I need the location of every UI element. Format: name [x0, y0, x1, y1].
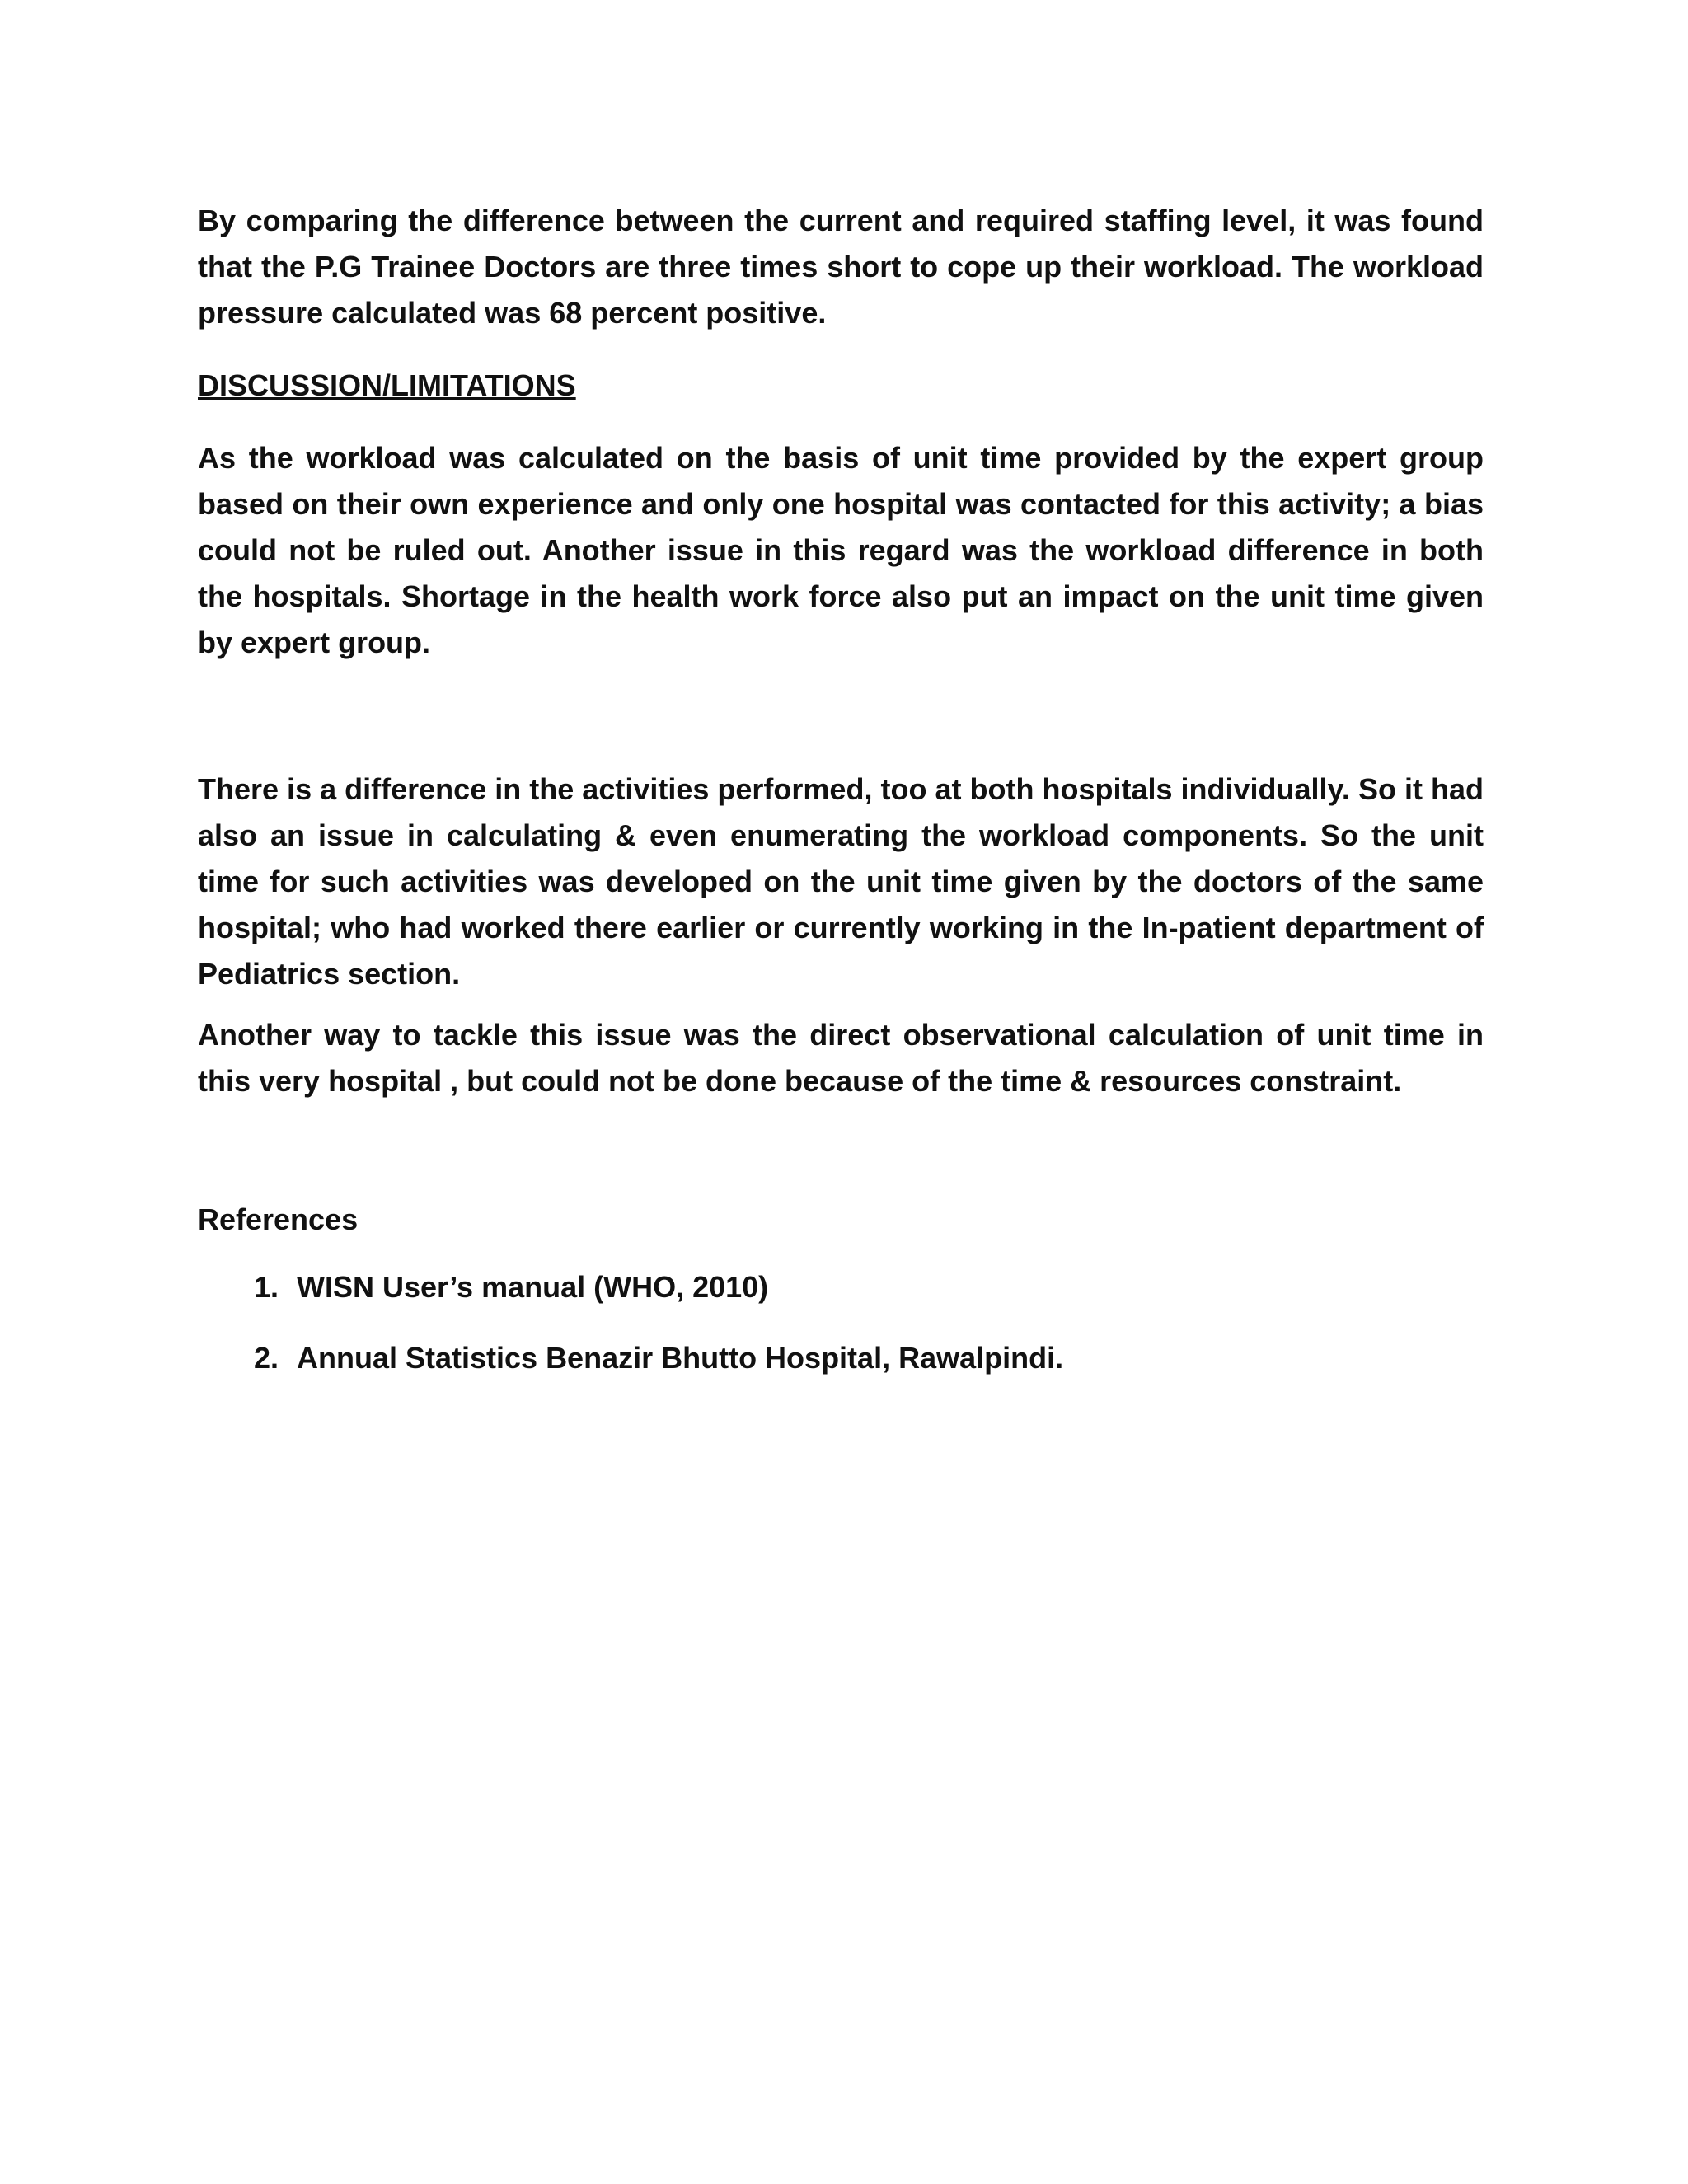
- references-list: [198, 1264, 1484, 1381]
- reference-text: Annual Statistics Benazir Bhutto Hospital, Rawalpindi.: [297, 1341, 1064, 1375]
- reference-item: [198, 1264, 1484, 1310]
- section-heading-discussion: DISCUSSION/LIMITATIONS: [198, 368, 576, 402]
- paragraph-alternative-approach: Another way to tackle this issue was the direct observational calculation of unit time in this very hospital , but could not be done because of the time & resources constraint.: [198, 1018, 1484, 1098]
- paragraph-activity-difference: There is a difference in the activities performed, too at both hospitals individually. So it had also an issue in calculating & even enumerating the workload components. So the unit time for such activities was developed on the unit time given by the doctors of the same hospital; who had worked there earlier or currently working in the In-patient department of Pediatrics section.: [198, 772, 1484, 991]
- reference-item: [198, 1335, 1484, 1381]
- reference-text: WISN User’s manual (WHO, 2010): [297, 1270, 769, 1304]
- reference-number: 2.: [253, 1341, 279, 1375]
- reference-number: 1.: [253, 1270, 279, 1304]
- document-page: [198, 198, 1484, 1406]
- paragraph-findings: By comparing the difference between the current and required staffing level, it was found that the P.G Trainee Doctors are three times short to cope up their workload. The workload pressure calculated was 68 percent positive.: [198, 204, 1484, 330]
- references-title: References: [198, 1202, 359, 1236]
- paragraph-limitations: As the workload was calculated on the basis of unit time provided by the expert group based on their own experience and only one hospital was contacted for this activity; a bias could not be ruled out. Another issue in this regard was the workload difference in both the hospitals. Shortage in the health work force also put an impact on the unit time given by expert group.: [198, 441, 1484, 659]
